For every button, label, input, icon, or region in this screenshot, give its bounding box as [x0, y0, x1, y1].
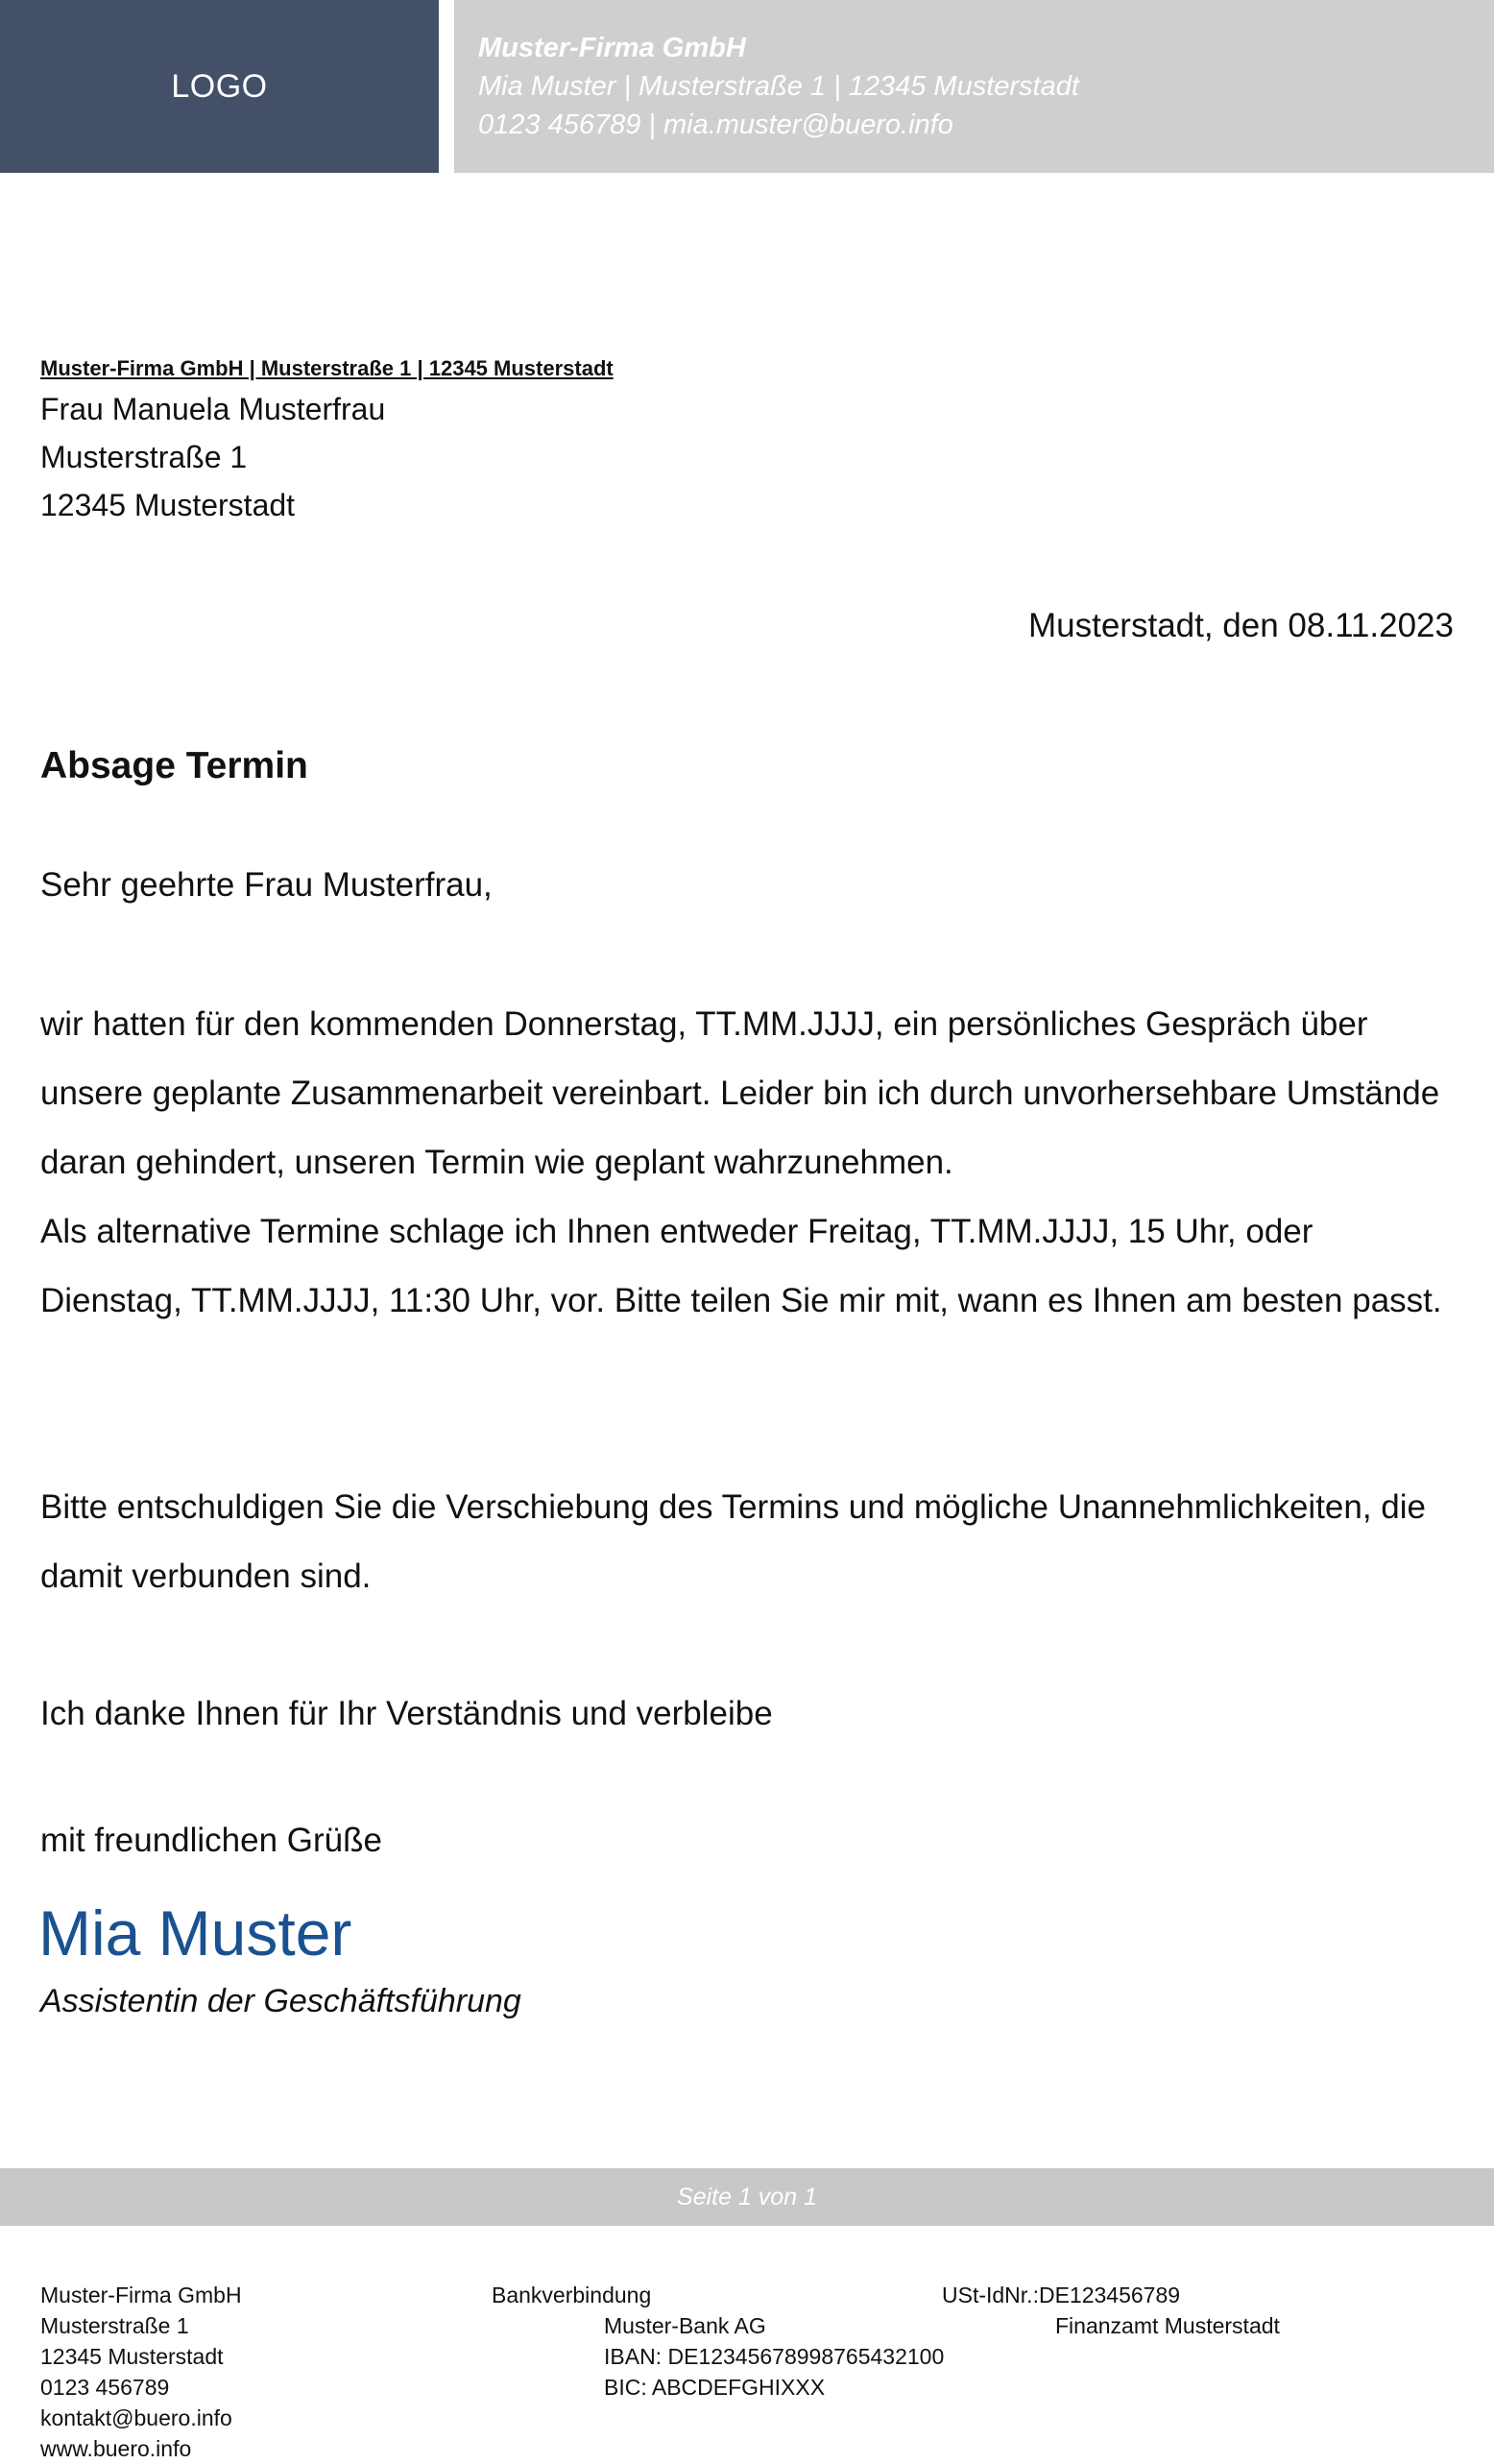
- sender-return-line: Muster-Firma GmbH | Musterstraße 1 | 12345 Musterstadt: [40, 356, 614, 380]
- footer-bank-title: Bankverbindung: [492, 2283, 652, 2307]
- footer-email: kontakt@buero.info: [40, 2405, 232, 2430]
- footer-tax-office: Finanzamt Musterstadt: [1055, 2313, 1280, 2338]
- letterhead: [454, 0, 1494, 173]
- body-paragraph-3: Bitte entschuldigen Sie die Verschiebung des Termins und mögliche Unannehmlichkeiten, die damit verbunden sind.: [40, 1488, 1427, 1595]
- signature-role: Assistentin der Geschäftsführung: [40, 1983, 521, 2019]
- footer-street: Musterstraße 1: [40, 2313, 189, 2338]
- letterhead-contact-line-1: Mia Muster | Musterstraße 1 | 12345 Musterstadt: [478, 71, 1079, 102]
- footer-bank-name: Muster-Bank AG: [604, 2313, 766, 2338]
- footer-bank-details: [604, 2310, 944, 2403]
- closing-phrase: mit freundlichen Grüße: [40, 1822, 382, 1859]
- salutation: Sehr geehrte Frau Musterfrau,: [40, 866, 493, 904]
- body-paragraph-4: Ich danke Ihnen für Ihr Verständnis und verbleibe: [40, 1695, 773, 1732]
- body-paragraph-2: Als alternative Termine schlage ich Ihnen entweder Freitag, TT.MM.JJJJ, 15 Uhr, oder Dienstag, TT.MM.JJJJ, 11:30 Uhr, vor. Bitte teilen Sie mir mit, wann es Ihnen am besten passt.: [40, 1213, 1442, 1319]
- logo-box: [0, 0, 439, 173]
- page-bar: [0, 2168, 1494, 2226]
- page-indicator: Seite 1 von 1: [677, 2183, 817, 2210]
- footer-iban: IBAN: DE12345678998765432100: [604, 2344, 945, 2369]
- letterhead-company: Muster-Firma GmbH: [478, 33, 746, 63]
- logo: LOGO: [171, 67, 268, 105]
- footer-bic: BIC: ABCDEFGHIXXX: [604, 2375, 826, 2400]
- recipient-street: Musterstraße 1: [40, 440, 248, 474]
- letterhead-contact-line-2: 0123 456789 | mia.muster@buero.info: [478, 109, 953, 140]
- footer-tax-id: USt-IdNr.:DE123456789: [942, 2283, 1181, 2307]
- footer-company-name: Muster-Firma GmbH: [40, 2283, 242, 2307]
- footer-company-column: [40, 2280, 242, 2464]
- signature-name: Mia Muster: [38, 1897, 352, 1969]
- body-paragraph-1: wir hatten für den kommenden Donnerstag, TT.MM.JJJJ, ein persönliches Gespräch über unsere geplante Zusammenarbeit vereinbart. Leider bin ich durch unvorhersehbare Umstände daran gehindert, unseren Termin wie geplant wahrzunehmen.: [40, 1005, 1440, 1181]
- footer-website: www.buero.info: [40, 2436, 192, 2461]
- letter-subject: Absage Termin: [40, 745, 308, 786]
- letter-date: Musterstadt, den 08.11.2023: [1028, 607, 1454, 644]
- footer-phone: 0123 456789: [40, 2375, 170, 2400]
- recipient-name: Frau Manuela Musterfrau: [40, 392, 386, 426]
- footer-city: 12345 Musterstadt: [40, 2344, 224, 2369]
- recipient-city: 12345 Musterstadt: [40, 488, 296, 522]
